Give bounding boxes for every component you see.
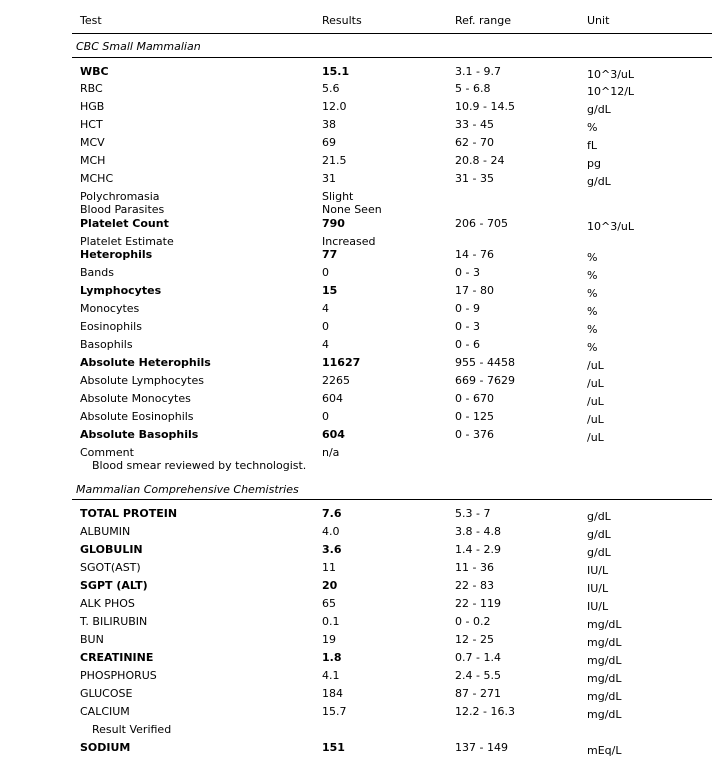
column-header-results: Results [322, 14, 362, 27]
reference-range: 12.2 - 16.3 [455, 705, 515, 718]
test-name: GLUCOSE [80, 687, 133, 700]
column-header-ref-range: Ref. range [455, 14, 511, 27]
test-name: Monocytes [80, 302, 140, 315]
test-name: ALBUMIN [80, 525, 131, 538]
unit: mg/dL [587, 690, 622, 703]
column-header-test: Test [80, 14, 102, 27]
test-name: WBC [80, 65, 109, 78]
test-result: 21.5 [322, 154, 347, 167]
reference-range: 669 - 7629 [455, 374, 515, 387]
test-result: 0 [322, 410, 329, 423]
section-divider [72, 499, 712, 500]
reference-range: 0 - 6 [455, 338, 480, 351]
test-name: TOTAL PROTEIN [80, 507, 178, 520]
reference-range: 2.4 - 5.5 [455, 669, 501, 682]
reference-range: 87 - 271 [455, 687, 501, 700]
test-name: Bands [80, 266, 114, 279]
reference-range: 0.7 - 1.4 [455, 651, 501, 664]
section-title-chemistries: Mammalian Comprehensive Chemistries [76, 483, 299, 496]
test-result: 604 [322, 392, 343, 405]
reference-range: 31 - 35 [455, 172, 494, 185]
reference-range: 0 - 3 [455, 266, 480, 279]
test-result: Slight [322, 190, 354, 203]
test-name: Lymphocytes [80, 284, 162, 297]
reference-range: 0 - 376 [455, 428, 494, 441]
test-result: 19 [322, 633, 336, 646]
test-name: Basophils [80, 338, 133, 351]
unit: /uL [587, 377, 604, 390]
test-name: Blood Parasites [80, 203, 165, 216]
unit: g/dL [587, 103, 611, 116]
unit: /uL [587, 431, 604, 444]
section-divider [72, 57, 712, 58]
unit: 10^12/L [587, 85, 635, 98]
test-result: 11627 [322, 356, 361, 369]
test-result: 0.1 [322, 615, 340, 628]
unit: 10^3/uL [587, 220, 635, 233]
test-result: 0 [322, 320, 329, 333]
column-header-unit: Unit [587, 14, 610, 27]
test-name: MCHC [80, 172, 114, 185]
test-name: CREATININE [80, 651, 154, 664]
section-title-cbc: CBC Small Mammalian [76, 40, 201, 53]
test-name: Absolute Lymphocytes [80, 374, 204, 387]
test-name: SGOT(AST) [80, 561, 141, 574]
test-name: HGB [80, 100, 105, 113]
test-result: None Seen [322, 203, 382, 216]
test-name: ALK PHOS [80, 597, 135, 610]
unit: g/dL [587, 528, 611, 541]
test-result: 20 [322, 579, 338, 592]
unit: % [587, 305, 598, 318]
test-name: RBC [80, 82, 103, 95]
unit: IU/L [587, 600, 609, 613]
test-result: 604 [322, 428, 345, 441]
test-result: n/a [322, 446, 340, 459]
test-result: 151 [322, 741, 345, 754]
test-name: Absolute Eosinophils [80, 410, 194, 423]
test-result: 0 [322, 266, 329, 279]
reference-range: 0 - 670 [455, 392, 494, 405]
reference-range: 62 - 70 [455, 136, 494, 149]
test-result: 15.1 [322, 65, 350, 78]
test-result: 4 [322, 302, 329, 315]
test-name: Heterophils [80, 248, 153, 261]
reference-range: 0 - 3 [455, 320, 480, 333]
test-result: 11 [322, 561, 336, 574]
reference-range: 137 - 149 [455, 741, 508, 754]
reference-range: 955 - 4458 [455, 356, 515, 369]
test-result: 4 [322, 338, 329, 351]
test-result: 12.0 [322, 100, 347, 113]
test-result: 184 [322, 687, 343, 700]
unit: % [587, 121, 598, 134]
test-name: SGPT (ALT) [80, 579, 148, 592]
test-name: Polychromasia [80, 190, 160, 203]
test-result: 38 [322, 118, 336, 131]
test-name: Absolute Basophils [80, 428, 199, 441]
test-name: Eosinophils [80, 320, 142, 333]
test-name: Absolute Heterophils [80, 356, 211, 369]
test-result: 69 [322, 136, 336, 149]
test-result: 77 [322, 248, 338, 261]
test-result: 15 [322, 284, 338, 297]
comment-note: Blood smear reviewed by technologist. [92, 459, 307, 472]
unit: % [587, 287, 598, 300]
test-result: 7.6 [322, 507, 342, 520]
test-result: 5.6 [322, 82, 340, 95]
reference-range: 11 - 36 [455, 561, 494, 574]
test-result: 790 [322, 217, 345, 230]
test-name: Absolute Monocytes [80, 392, 191, 405]
reference-range: 1.4 - 2.9 [455, 543, 501, 556]
test-name: HCT [80, 118, 103, 131]
test-name: Platelet Estimate [80, 235, 174, 248]
test-name: Platelet Count [80, 217, 169, 230]
test-name: CALCIUM [80, 705, 130, 718]
test-result: 3.6 [322, 543, 342, 556]
test-result: Increased [322, 235, 376, 248]
test-name: PHOSPHORUS [80, 669, 157, 682]
test-name: BUN [80, 633, 104, 646]
unit: IU/L [587, 582, 609, 595]
reference-range: 5 - 6.8 [455, 82, 491, 95]
test-result: 65 [322, 597, 336, 610]
reference-range: 12 - 25 [455, 633, 494, 646]
unit: mg/dL [587, 636, 622, 649]
unit: mg/dL [587, 708, 622, 721]
test-result: 4.0 [322, 525, 340, 538]
unit: mg/dL [587, 618, 622, 631]
reference-range: 0 - 9 [455, 302, 480, 315]
unit: 10^3/uL [587, 68, 635, 81]
reference-range: 10.9 - 14.5 [455, 100, 515, 113]
unit: pg [587, 157, 601, 170]
reference-range: 0 - 125 [455, 410, 494, 423]
test-result: 4.1 [322, 669, 340, 682]
reference-range: 5.3 - 7 [455, 507, 491, 520]
unit: mg/dL [587, 672, 622, 685]
test-result: 31 [322, 172, 336, 185]
unit: fL [587, 139, 598, 152]
unit: mg/dL [587, 654, 622, 667]
reference-range: 3.1 - 9.7 [455, 65, 501, 78]
test-name: GLOBULIN [80, 543, 143, 556]
test-result: 15.7 [322, 705, 347, 718]
unit: % [587, 341, 598, 354]
reference-range: 3.8 - 4.8 [455, 525, 501, 538]
test-result: 1.8 [322, 651, 342, 664]
unit: /uL [587, 359, 604, 372]
test-name: SODIUM [80, 741, 131, 754]
test-name: MCH [80, 154, 106, 167]
test-result: 2265 [322, 374, 350, 387]
test-name: MCV [80, 136, 105, 149]
unit: /uL [587, 395, 604, 408]
reference-range: 20.8 - 24 [455, 154, 505, 167]
unit: % [587, 269, 598, 282]
reference-range: 33 - 45 [455, 118, 494, 131]
reference-range: 22 - 83 [455, 579, 494, 592]
reference-range: 14 - 76 [455, 248, 494, 261]
unit: mEq/L [587, 744, 622, 757]
unit: /uL [587, 413, 604, 426]
reference-range: 17 - 80 [455, 284, 494, 297]
unit: IU/L [587, 564, 609, 577]
unit: % [587, 323, 598, 336]
unit: g/dL [587, 510, 611, 523]
test-name: T. BILIRUBIN [80, 615, 148, 628]
unit: g/dL [587, 546, 611, 559]
reference-range: 206 - 705 [455, 217, 508, 230]
reference-range: 22 - 119 [455, 597, 501, 610]
unit: % [587, 251, 598, 264]
unit: g/dL [587, 175, 611, 188]
result-verified-note: Result Verified [92, 723, 172, 736]
header-divider [72, 33, 712, 34]
test-name: Comment [80, 446, 134, 459]
reference-range: 0 - 0.2 [455, 615, 491, 628]
